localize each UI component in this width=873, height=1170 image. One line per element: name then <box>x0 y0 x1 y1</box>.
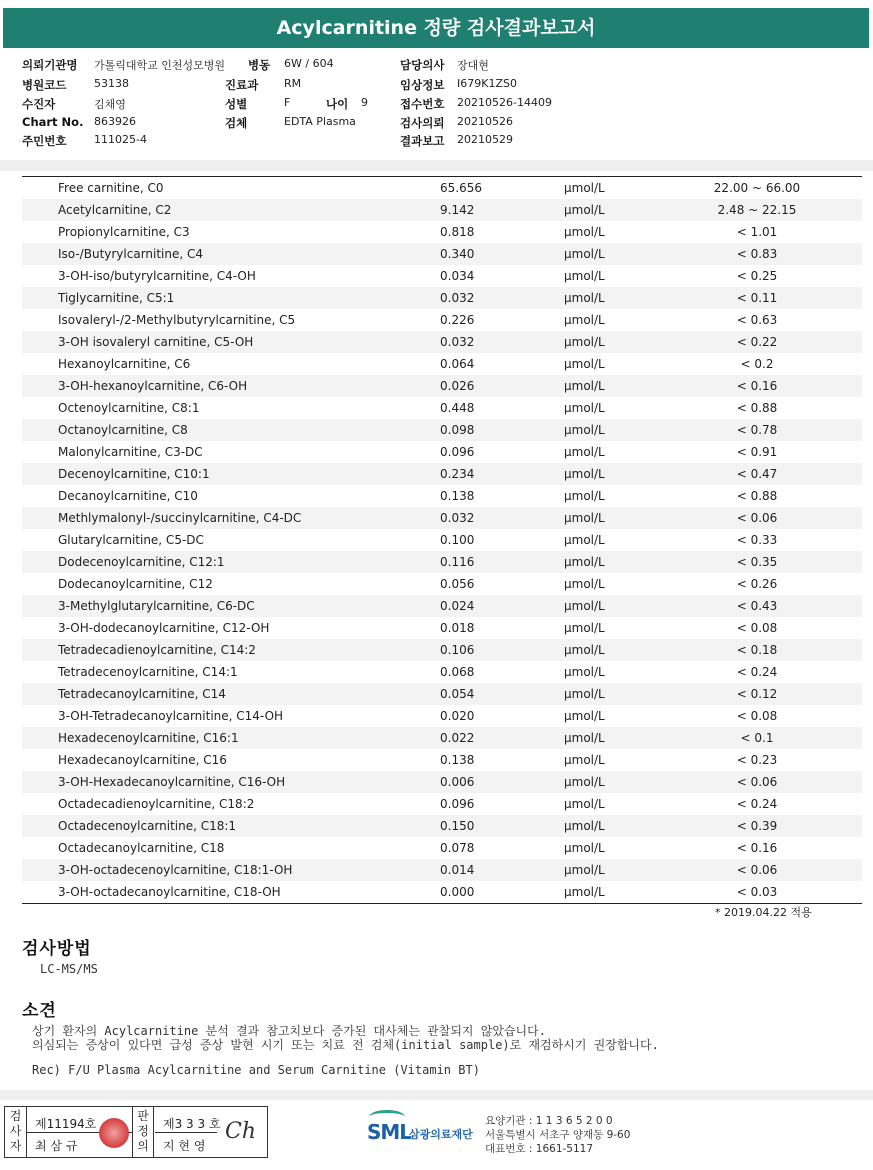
result-value: 0.234 <box>440 467 475 481</box>
analyte-name: Dodecenoylcarnitine, C12:1 <box>58 555 225 569</box>
result-unit: μmol/L <box>564 445 605 459</box>
table-row <box>22 265 862 287</box>
reference-range: < 0.16 <box>736 379 778 393</box>
table-row <box>22 837 862 859</box>
analyte-name: 3-OH-octadecenoylcarnitine, C18:1-OH <box>58 863 293 877</box>
reference-range: < 0.08 <box>736 709 778 723</box>
analyte-name: Tiglycarnitine, C5:1 <box>58 291 175 305</box>
analyte-name: 3-OH-hexanoylcarnitine, C6-OH <box>58 379 248 393</box>
tester-seal-icon <box>99 1118 129 1148</box>
reference-range: < 0.18 <box>736 643 778 657</box>
results-table <box>22 176 862 904</box>
analyte-name: Hexadecanoylcarnitine, C16 <box>58 753 227 767</box>
reference-range: < 0.11 <box>736 291 778 305</box>
result-unit: μmol/L <box>564 423 605 437</box>
analyte-name: Decanoylcarnitine, C10 <box>58 489 198 503</box>
logo-text: SML <box>367 1120 412 1144</box>
result-value: 0.000 <box>440 885 475 899</box>
analyte-name: 3-Methylglutarylcarnitine, C6-DC <box>58 599 255 613</box>
divider-band <box>0 160 873 171</box>
reference-range: < 0.2 <box>740 357 774 371</box>
chart-label: Chart No. <box>22 115 84 129</box>
result-unit: μmol/L <box>564 731 605 745</box>
table-row <box>22 771 862 793</box>
phone: 대표번호 : 1661-5117 <box>485 1143 594 1155</box>
result-value: 0.818 <box>440 225 475 239</box>
result-unit: μmol/L <box>564 511 605 525</box>
result-value: 0.138 <box>440 489 475 503</box>
method-text: LC-MS/MS <box>40 962 98 976</box>
address: 서울특별시 서초구 양재동 9-60 <box>485 1129 631 1141</box>
result-value: 0.226 <box>440 313 475 327</box>
analyte-name: 3-OH-Tetradecanoylcarnitine, C14-OH <box>58 709 284 723</box>
ward-label: 병동 <box>248 58 271 72</box>
result-unit: μmol/L <box>564 599 605 613</box>
analyte-name: Methlymalonyl-/succinylcarnitine, C4-DC <box>58 511 302 525</box>
result-unit: μmol/L <box>564 357 605 371</box>
result-value: 0.054 <box>440 687 475 701</box>
result-value: 0.096 <box>440 445 475 459</box>
result-unit: μmol/L <box>564 841 605 855</box>
reference-range: < 0.06 <box>736 863 778 877</box>
result-value: 9.142 <box>440 203 475 217</box>
clinical-label: 임상정보 <box>400 78 445 92</box>
table-row <box>22 177 862 199</box>
req-org-label: 의뢰기관명 <box>22 58 78 72</box>
reference-range: < 0.08 <box>736 621 778 635</box>
result-value: 0.056 <box>440 577 475 591</box>
result-value: 0.068 <box>440 665 475 679</box>
result-unit: μmol/L <box>564 203 605 217</box>
table-row <box>22 199 862 221</box>
result-unit: μmol/L <box>564 181 605 195</box>
reference-range: < 0.91 <box>736 445 778 459</box>
age-label: 나이 <box>326 97 349 111</box>
result-value: 0.032 <box>440 291 475 305</box>
doctor-label: 담당의사 <box>400 58 445 72</box>
table-row <box>22 859 862 881</box>
result-value: 0.340 <box>440 247 475 261</box>
analyte-name: Octadecenoylcarnitine, C18:1 <box>58 819 237 833</box>
analyte-name: Hexanoylcarnitine, C6 <box>58 357 191 371</box>
dept-label: 진료과 <box>225 78 259 92</box>
sex-value: F <box>284 96 291 109</box>
result-unit: μmol/L <box>564 401 605 415</box>
result-unit: μmol/L <box>564 335 605 349</box>
result-unit: μmol/L <box>564 709 605 723</box>
reference-range: < 0.26 <box>736 577 778 591</box>
method-title: 검사방법 <box>22 939 92 959</box>
dept-value: RM <box>284 77 302 90</box>
table-row <box>22 881 862 903</box>
table-row <box>22 551 862 573</box>
result-value: 0.448 <box>440 401 475 415</box>
result-unit: μmol/L <box>564 885 605 899</box>
result-value: 0.024 <box>440 599 475 613</box>
result-value: 0.078 <box>440 841 475 855</box>
reviewer-row-divider <box>155 1132 217 1133</box>
analyte-name: Octanoylcarnitine, C8 <box>58 423 188 437</box>
results-rows <box>22 177 862 903</box>
table-row <box>22 375 862 397</box>
analyte-name: Tetradecadienoylcarnitine, C14:2 <box>58 643 256 657</box>
result-value: 0.138 <box>440 753 475 767</box>
reference-footnote: * 2019.04.22 적용 <box>715 906 812 919</box>
doctor-value: 장대현 <box>457 59 489 72</box>
result-value: 0.100 <box>440 533 475 547</box>
patient-label: 수진자 <box>22 97 56 111</box>
id-label: 주민번호 <box>22 134 67 148</box>
reference-range: < 0.88 <box>736 489 778 503</box>
tester-label: 검 사 자 <box>5 1107 27 1157</box>
analyte-name: Acetylcarnitine, C2 <box>58 203 172 217</box>
result-value: 0.064 <box>440 357 475 371</box>
receipt-label: 접수번호 <box>400 97 445 111</box>
analyte-name: 3-OH isovaleryl carnitine, C5-OH <box>58 335 254 349</box>
analyte-name: Propionylcarnitine, C3 <box>58 225 190 239</box>
reference-range: < 0.03 <box>736 885 778 899</box>
patient-info <box>0 57 873 157</box>
req-org-value: 가톨릭대학교 인천성모병원 <box>94 59 226 72</box>
hosp-code-label: 병원코드 <box>22 78 67 92</box>
reference-range: < 1.01 <box>736 225 778 239</box>
result-unit: μmol/L <box>564 753 605 767</box>
table-row <box>22 815 862 837</box>
result-value: 0.034 <box>440 269 475 283</box>
analyte-name: Octadecadienoylcarnitine, C18:2 <box>58 797 255 811</box>
reference-range: < 0.23 <box>736 753 778 767</box>
opinion-line-3: Rec) F/U Plasma Acylcarnitine and Serum Carnitine (Vitamin BT) <box>32 1063 480 1077</box>
result-value: 0.032 <box>440 335 475 349</box>
table-row <box>22 397 862 419</box>
reviewer-name: 지 현 영 <box>163 1139 206 1153</box>
analyte-name: 3-OH-iso/butyrylcarnitine, C4-OH <box>58 269 256 283</box>
reference-range: < 0.35 <box>736 555 778 569</box>
table-row <box>22 441 862 463</box>
reference-range: < 0.24 <box>736 665 778 679</box>
table-row <box>22 529 862 551</box>
table-row <box>22 353 862 375</box>
table-row <box>22 243 862 265</box>
analyte-name: Decenoylcarnitine, C10:1 <box>58 467 210 481</box>
result-value: 0.026 <box>440 379 475 393</box>
result-unit: μmol/L <box>564 247 605 261</box>
result-value: 0.020 <box>440 709 475 723</box>
result-unit: μmol/L <box>564 555 605 569</box>
analyte-name: Octenoylcarnitine, C8:1 <box>58 401 200 415</box>
id-value: 111025-4 <box>94 133 147 146</box>
reference-range: < 0.78 <box>736 423 778 437</box>
table-row <box>22 573 862 595</box>
reference-range: < 0.25 <box>736 269 778 283</box>
opinion-title: 소견 <box>22 1001 57 1021</box>
result-value: 0.032 <box>440 511 475 525</box>
result-unit: μmol/L <box>564 269 605 283</box>
analyte-name: 3-OH-dodecanoylcarnitine, C12-OH <box>58 621 270 635</box>
analyte-name: Iso-/Butyrylcarnitine, C4 <box>58 247 204 261</box>
reviewer-label: 판 정 의 <box>132 1107 154 1157</box>
result-unit: μmol/L <box>564 291 605 305</box>
table-row <box>22 749 862 771</box>
chart-value: 863926 <box>94 115 136 128</box>
sex-label: 성별 <box>225 97 248 111</box>
reviewer-number: 제3 3 3 호 <box>163 1117 221 1131</box>
clinical-value: I679K1ZS0 <box>457 77 517 90</box>
analyte-name: Malonylcarnitine, C3-DC <box>58 445 203 459</box>
table-row <box>22 507 862 529</box>
table-row <box>22 595 862 617</box>
reference-range: < 0.33 <box>736 533 778 547</box>
reference-range: < 0.43 <box>736 599 778 613</box>
reference-range: < 0.22 <box>736 335 778 349</box>
result-value: 0.150 <box>440 819 475 833</box>
result-unit: μmol/L <box>564 467 605 481</box>
result-value: 0.098 <box>440 423 475 437</box>
reference-range: 2.48 ~ 22.15 <box>717 203 797 217</box>
divider-band-bottom <box>0 1090 873 1100</box>
reference-range: 22.00 ~ 66.00 <box>713 181 801 195</box>
reference-range: < 0.88 <box>736 401 778 415</box>
analyte-name: Tetradecenoylcarnitine, C14:1 <box>58 665 238 679</box>
table-row <box>22 661 862 683</box>
result-value: 0.014 <box>440 863 475 877</box>
reference-range: < 0.12 <box>736 687 778 701</box>
analyte-name: Dodecanoylcarnitine, C12 <box>58 577 213 591</box>
table-row <box>22 617 862 639</box>
analyte-name: Hexadecenoylcarnitine, C16:1 <box>58 731 239 745</box>
table-row <box>22 419 862 441</box>
request-date-label: 검사의뢰 <box>400 116 445 130</box>
analyte-name: Tetradecanoylcarnitine, C14 <box>58 687 226 701</box>
result-unit: μmol/L <box>564 621 605 635</box>
reference-range: < 0.47 <box>736 467 778 481</box>
result-unit: μmol/L <box>564 819 605 833</box>
result-unit: μmol/L <box>564 863 605 877</box>
result-unit: μmol/L <box>564 577 605 591</box>
result-value: 0.106 <box>440 643 475 657</box>
result-unit: μmol/L <box>564 489 605 503</box>
signature-box <box>4 1106 268 1158</box>
reviewer-signature-icon: Ch <box>225 1119 257 1144</box>
result-unit: μmol/L <box>564 225 605 239</box>
result-unit: μmol/L <box>564 687 605 701</box>
result-unit: μmol/L <box>564 775 605 789</box>
table-row <box>22 639 862 661</box>
analyte-name: Octadecanoylcarnitine, C18 <box>58 841 225 855</box>
tester-name: 최 삼 규 <box>35 1139 78 1153</box>
table-row <box>22 793 862 815</box>
result-unit: μmol/L <box>564 797 605 811</box>
reference-range: < 0.83 <box>736 247 778 261</box>
result-value: 0.006 <box>440 775 475 789</box>
table-row <box>22 463 862 485</box>
hosp-code-value: 53138 <box>94 77 129 90</box>
analyte-name: Free carnitine, C0 <box>58 181 164 195</box>
report-title: Acylcarnitine 정량 검사결과보고서 <box>3 8 869 48</box>
table-row <box>22 705 862 727</box>
result-value: 0.116 <box>440 555 475 569</box>
result-value: 0.096 <box>440 797 475 811</box>
opinion-line-2: 의심되는 증상이 있다면 급성 증상 발현 시기 또는 치료 전 검체(initial sample)로 재검하시기 권장합니다. <box>32 1038 659 1052</box>
organization-name: 삼광의료재단 <box>409 1128 473 1141</box>
report-date-value: 20210529 <box>457 133 513 146</box>
table-row <box>22 683 862 705</box>
request-date-value: 20210526 <box>457 115 513 128</box>
reference-range: < 0.06 <box>736 775 778 789</box>
reference-range: < 0.1 <box>740 731 774 745</box>
result-unit: μmol/L <box>564 533 605 547</box>
table-row <box>22 221 862 243</box>
result-unit: μmol/L <box>564 379 605 393</box>
specimen-label: 검체 <box>225 116 248 130</box>
result-value: 65.656 <box>440 181 482 195</box>
reference-range: < 0.39 <box>736 819 778 833</box>
result-value: 0.022 <box>440 731 475 745</box>
reference-range: < 0.16 <box>736 841 778 855</box>
reference-range: < 0.63 <box>736 313 778 327</box>
organization-info <box>485 1114 630 1156</box>
analyte-name: 3-OH-Hexadecanoylcarnitine, C16-OH <box>58 775 286 789</box>
reference-range: < 0.24 <box>736 797 778 811</box>
analyte-name: Glutarylcarnitine, C5-DC <box>58 533 204 547</box>
report-date-label: 결과보고 <box>400 134 445 148</box>
result-value: 0.018 <box>440 621 475 635</box>
table-row <box>22 309 862 331</box>
patient-value: 김채영 <box>94 98 126 111</box>
receipt-value: 20210526-14409 <box>457 96 552 109</box>
result-unit: μmol/L <box>564 643 605 657</box>
analyte-name: 3-OH-octadecanoylcarnitine, C18-OH <box>58 885 281 899</box>
table-row <box>22 727 862 749</box>
result-unit: μmol/L <box>564 313 605 327</box>
age-value: 9 <box>361 96 368 109</box>
reference-range: < 0.06 <box>736 511 778 525</box>
analyte-name: Isovaleryl-/2-Methylbutyrylcarnitine, C5 <box>58 313 296 327</box>
specimen-value: EDTA Plasma <box>284 115 356 128</box>
result-unit: μmol/L <box>564 665 605 679</box>
opinion-line-1: 상기 환자의 Acylcarnitine 분석 결과 참고치보다 증가된 대사체는 관찰되지 않았습니다. <box>32 1024 546 1038</box>
care-code: 요양기관 : 1 1 3 6 5 2 0 0 <box>485 1115 613 1127</box>
table-row <box>22 331 862 353</box>
table-row <box>22 287 862 309</box>
table-row <box>22 485 862 507</box>
ward-value: 6W / 604 <box>284 57 334 70</box>
tester-number: 제11194호 <box>35 1117 97 1131</box>
